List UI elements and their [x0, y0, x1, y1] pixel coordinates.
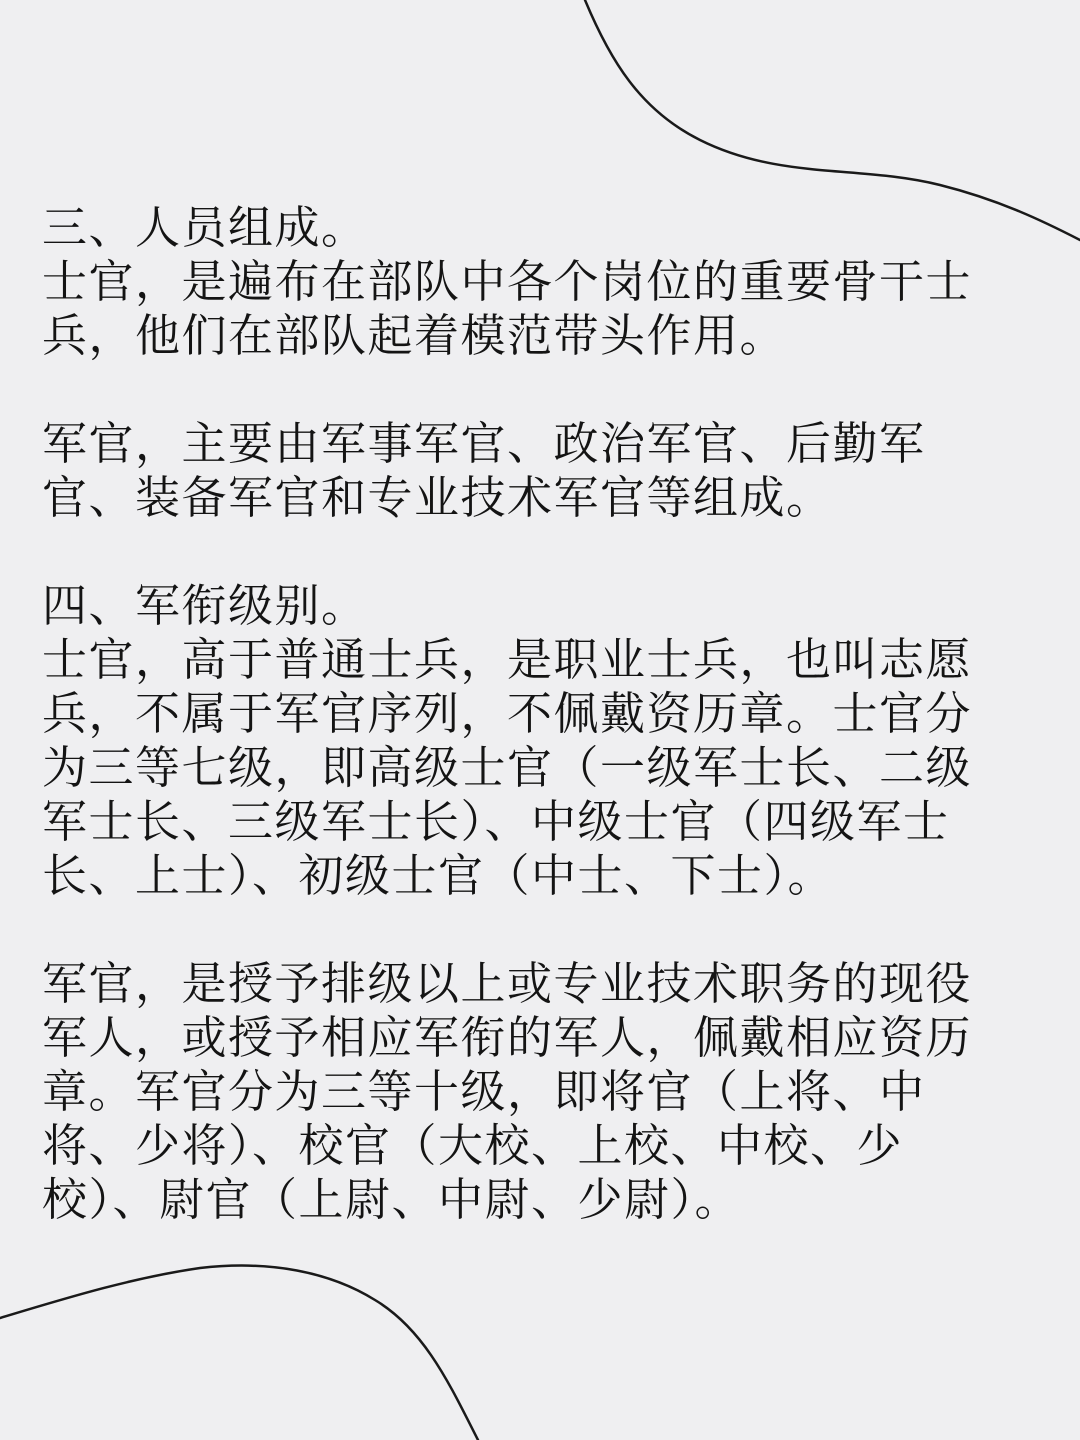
text-line: 军官，主要由军事军官、政治军官、后勤军	[42, 417, 926, 470]
paragraph-nco-ranks	[42, 633, 1042, 903]
text-line: 兵，他们在部队起着模范带头作用。	[42, 309, 787, 362]
text-line: 军人，或授予相应军衔的军人，佩戴相应资历	[42, 1011, 973, 1064]
text-line: 士官，高于普通士兵，是职业士兵，也叫志愿	[42, 633, 973, 686]
paragraph-gap	[42, 363, 1042, 417]
paragraph-gap	[42, 903, 1042, 957]
section-personnel	[42, 201, 1042, 525]
text-line: 军士长、三级军士长）、中级士官（四级军士	[42, 795, 950, 848]
text-line: 官、装备军官和专业技术军官等组成。	[42, 471, 833, 524]
section-ranks	[42, 579, 1042, 1227]
text-line: 校）、尉官（上尉、中尉、少尉）。	[42, 1173, 742, 1226]
section-gap	[42, 525, 1042, 579]
section-heading: 四、军衔级别。	[42, 579, 368, 632]
text-line: 将、少将）、校官（大校、上校、中校、少	[42, 1119, 904, 1172]
section-heading: 三、人员组成。	[42, 201, 368, 254]
document-body	[42, 201, 1042, 1227]
paragraph-nco-composition	[42, 255, 1042, 363]
paragraph-officer-composition	[42, 417, 1042, 525]
text-line: 长、上士）、初级士官（中士、下士）。	[42, 849, 835, 902]
text-line: 军官，是授予排级以上或专业技术职务的现役	[42, 957, 973, 1010]
text-line: 士官，是遍布在部队中各个岗位的重要骨干士	[42, 255, 973, 308]
paragraph-officer-ranks	[42, 957, 1042, 1227]
bottom-left-curve	[0, 1266, 478, 1440]
text-line: 兵，不属于军官序列，不佩戴资历章。士官分	[42, 687, 973, 740]
text-line: 章。军官分为三等十级，即将官（上将、中	[42, 1065, 926, 1118]
text-line: 为三等七级，即高级士官（一级军士长、二级	[42, 741, 973, 794]
